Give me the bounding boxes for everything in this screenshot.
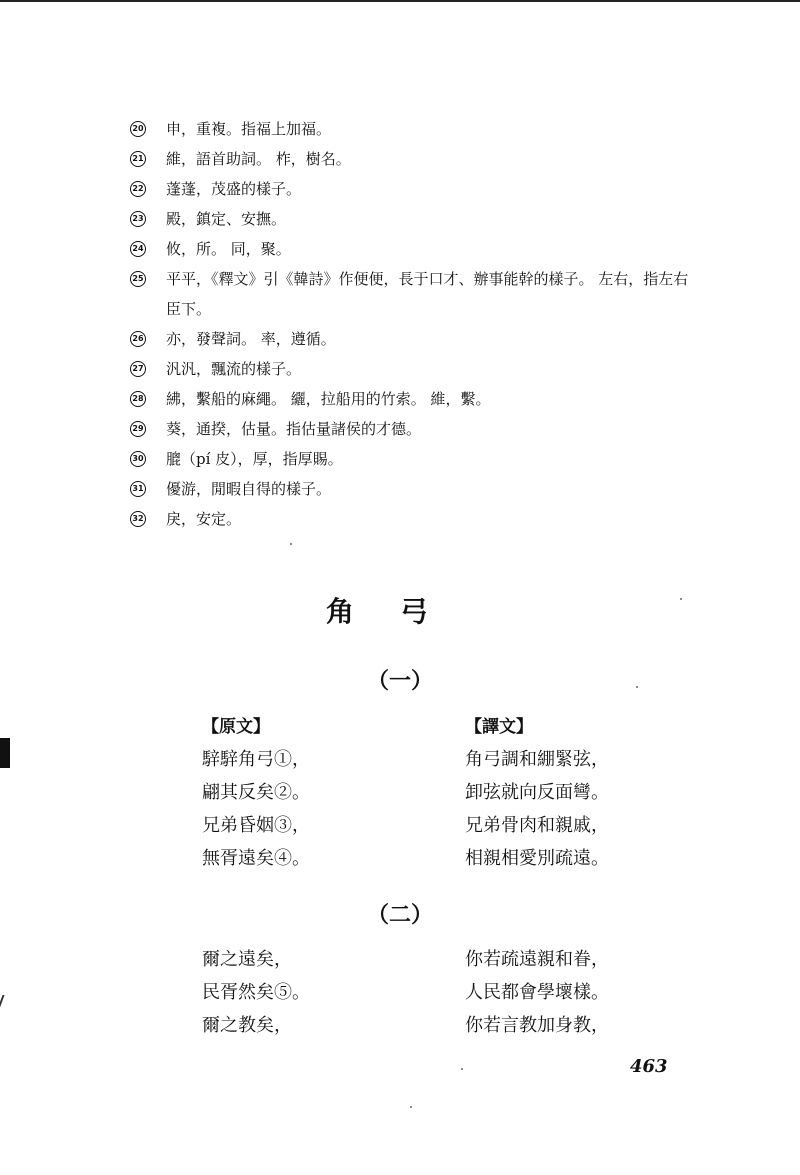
note-number: 25 xyxy=(130,271,146,287)
translation-line: 相親相愛別疏遠。 xyxy=(465,848,609,869)
note-item xyxy=(130,174,690,204)
original-line: 騂騂角弓①， xyxy=(202,749,310,770)
note-number: 21 xyxy=(130,151,146,167)
note-number: 27 xyxy=(130,361,146,377)
top-rule xyxy=(0,0,800,2)
page-number: 463 xyxy=(630,1056,668,1077)
note-item xyxy=(130,324,690,354)
note-item xyxy=(130,144,690,174)
note-text: 殿，鎮定、安撫。 xyxy=(166,210,287,228)
note-text: 葵，通揆，估量。指估量諸侯的才德。 xyxy=(166,420,422,438)
note-item xyxy=(130,504,690,534)
note-item xyxy=(130,204,690,234)
note-number: 32 xyxy=(130,511,146,527)
translation-line: 你若言教加身教， xyxy=(465,1015,609,1036)
note-number: 30 xyxy=(130,451,146,467)
original-column-1 xyxy=(202,712,310,875)
translation-line: 卸弦就向反面彎。 xyxy=(465,782,609,803)
note-number: 31 xyxy=(130,481,146,497)
note-text: 優游，閒暇自得的樣子。 xyxy=(166,480,332,498)
note-text: 蓬蓬，茂盛的樣子。 xyxy=(166,180,302,198)
note-text: 亦，發聲詞。 率，遵循。 xyxy=(166,330,336,348)
section-heading-2: （二） xyxy=(366,902,433,928)
translation-header: 【譯文】 xyxy=(465,717,533,737)
note-number: 22 xyxy=(130,181,146,197)
note-text: 申，重複。指福上加福。 xyxy=(166,120,332,138)
note-item xyxy=(130,384,690,414)
note-item xyxy=(130,474,690,504)
poem-title: 角弓 xyxy=(325,595,474,628)
note-text: 戾，安定。 xyxy=(166,510,242,528)
note-text: 攸，所。 同，聚。 xyxy=(166,240,291,258)
note-item xyxy=(130,264,690,324)
original-line: 兄弟昏姻③， xyxy=(202,815,310,836)
note-text: 維，語首助詞。 柞，樹名。 xyxy=(166,150,351,168)
scan-speck xyxy=(290,543,292,545)
note-number: 20 xyxy=(130,121,146,137)
translation-line: 兄弟骨肉和親戚， xyxy=(465,815,609,836)
translation-line: 你若疏遠親和眷， xyxy=(465,949,609,970)
note-item xyxy=(130,234,690,264)
note-number: 29 xyxy=(130,421,146,437)
note-number: 28 xyxy=(130,391,146,407)
scan-edge-mark xyxy=(0,738,10,768)
original-line: 爾之教矣， xyxy=(202,1015,292,1036)
note-number: 26 xyxy=(130,331,146,347)
translation-line: 人民都會學壞樣。 xyxy=(465,982,609,1003)
note-text: 膍（pí 皮），厚，指厚賜。 xyxy=(166,450,343,468)
note-item xyxy=(130,354,690,384)
note-number: 24 xyxy=(130,241,146,257)
translation-column-1 xyxy=(465,712,609,875)
original-line: 民胥然矣⑤。 xyxy=(202,982,310,1003)
note-item xyxy=(130,444,690,474)
translation-column-2 xyxy=(465,943,609,1042)
original-line: 爾之遠矣， xyxy=(202,949,292,970)
notes-list xyxy=(130,114,690,534)
note-item xyxy=(130,414,690,444)
translation-line: 角弓調和綳緊弦， xyxy=(465,749,609,770)
original-line: 翩其反矣②。 xyxy=(202,782,310,803)
original-column-2 xyxy=(202,943,310,1042)
scan-edge-tick xyxy=(0,995,11,1009)
note-text: 紼，繫船的麻繩。 纚，拉船用的竹索。 維，繫。 xyxy=(166,390,491,408)
scan-speck xyxy=(636,686,638,688)
section-heading-1: （一） xyxy=(366,668,433,694)
note-item xyxy=(130,114,690,144)
note-text: 汎汎，飄流的樣子。 xyxy=(166,360,302,378)
note-number: 23 xyxy=(130,211,146,227)
original-header: 【原文】 xyxy=(202,717,270,737)
scan-speck xyxy=(680,598,682,600)
scan-speck xyxy=(410,1106,412,1108)
scan-speck xyxy=(461,1068,463,1070)
original-line: 無胥遠矣④。 xyxy=(202,848,310,869)
note-text: 平平，《釋文》引《韓詩》作便便，長于口才、辦事能幹的樣子。 左右，指左右臣下。 xyxy=(166,270,689,318)
